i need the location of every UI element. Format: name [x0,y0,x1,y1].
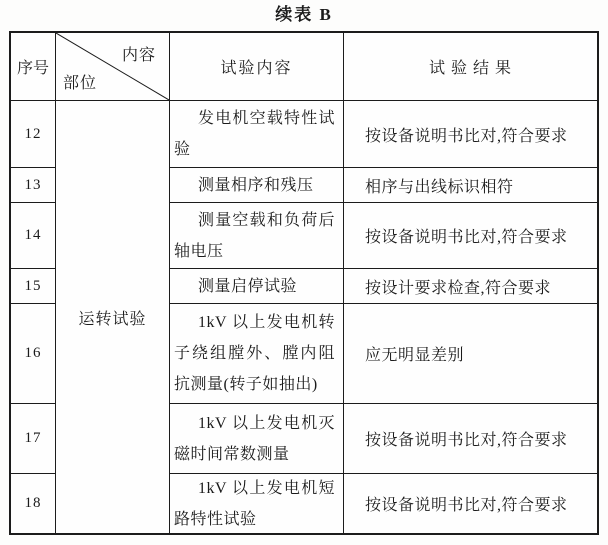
test-content-text: 测量空载和负荷后轴电压 [174,211,335,260]
row-no-cell: 14 [11,203,56,269]
test-content-text: 1kV 以上发电机短路特性试验 [174,479,335,528]
header-serial-no: 序号 [11,33,56,101]
test-result-cell: 相序与出线标识相符 [344,168,597,203]
test-content-cell [170,168,344,203]
table-title: 续表 B [275,5,333,24]
test-content-text: 1kV 以上发电机灭磁时间常数测量 [174,414,335,463]
test-result-cell: 应无明显差别 [344,304,597,404]
row-no-cell: 13 [11,168,56,203]
test-record-table [9,31,599,535]
test-result-cell: 按设备说明书比对,符合要求 [344,203,597,269]
test-result-cell: 按设备说明书比对,符合要求 [365,497,568,514]
test-content-cell [170,474,344,533]
row-no-cell: 15 [11,269,56,304]
test-result-cell: 按设备说明书比对,符合要求 [344,101,597,168]
header-diagonal-cell [56,33,170,101]
test-content-cell [170,101,344,168]
header-diag-content: 内容 [121,47,156,64]
header-diag-part: 部位 [63,75,98,92]
test-content-cell [170,404,344,474]
row-no-cell: 12 [11,101,56,168]
test-content-text: 测量启停试验 [198,277,298,295]
test-content-text: 1kV 以上发电机转子绕组膛外、膛内阻抗测量(转子如抽出) [174,314,335,393]
row-no-cell: 18 [11,474,56,533]
test-content-cell [170,203,344,269]
test-content-cell [170,269,344,304]
row-no-cell: 17 [11,404,56,474]
test-content-text: 发电机空载特性试验 [174,110,335,158]
test-result-cell: 按设计要求检查,符合要求 [344,269,597,304]
header-test-result: 试 验 结 果 [344,33,597,101]
group-cell-operation-test: 运转试验 [56,101,170,533]
test-content-cell [170,304,344,404]
test-result-cell: 按设备说明书比对,符合要求 [344,404,597,474]
test-content-text: 测量相序和残压 [198,176,314,194]
row-no-cell: 16 [11,304,56,404]
header-test-content: 试验内容 [170,33,344,101]
